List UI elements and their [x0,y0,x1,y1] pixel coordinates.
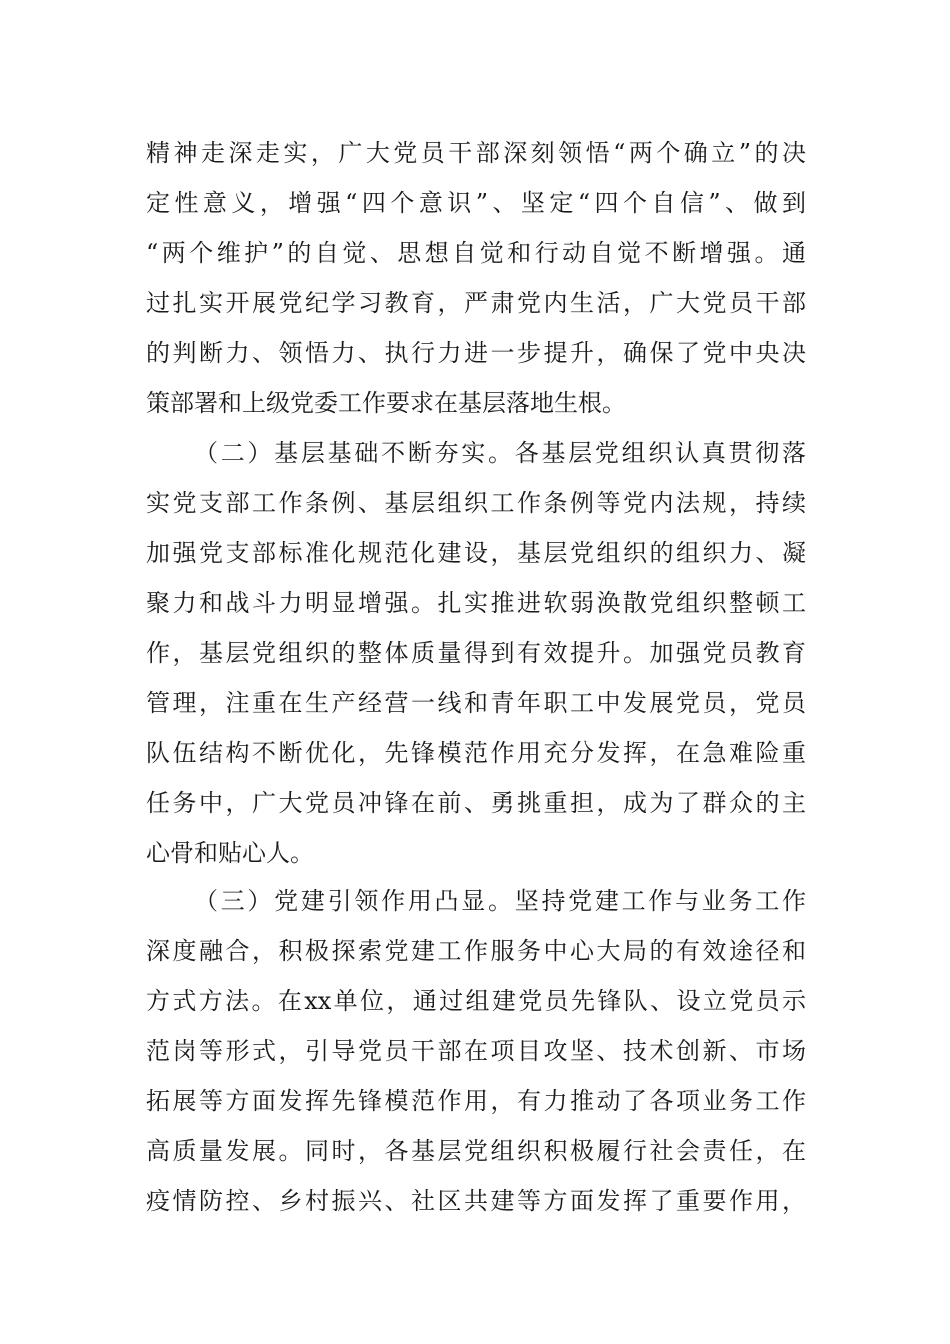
text-line: 加强党支部标准化规范化建设，基层党组织的组织力、凝 [146,539,806,567]
text-line: 拓展等方面发挥先锋模范作用，有力推动了各项业务工作 [146,1087,806,1115]
text-line: 定性意义，增强“四个意识”、坚定“四个自信”、做到 [146,189,806,217]
text-line: 心骨和贴心人。 [146,839,314,867]
paragraph-heading-2: （二）基层基础不断夯实。各基层党组织认真贯彻落 [194,439,806,467]
text-line: 任务中，广大党员冲锋在前、勇挑重担，成为了群众的主 [146,789,806,817]
text-line: 队伍结构不断优化，先锋模范作用充分发挥，在急难险重 [146,739,806,767]
text-line: 方式方法。在xx单位，通过组建党员先锋队、设立党员示 [146,987,806,1015]
text-line: 深度融合，积极探索党建工作服务中心大局的有效途径和 [146,937,806,965]
text-line: “两个维护”的自觉、思想自觉和行动自觉不断增强。通 [146,239,806,267]
text-line: 策部署和上级党委工作要求在基层落地生根。 [146,389,626,417]
text-line: 疫情防控、乡村振兴、社区共建等方面发挥了重要作用， [146,1187,806,1215]
text-line: 管理，注重在生产经营一线和青年职工中发展党员，党员 [146,689,806,717]
text-line: 聚力和战斗力明显增强。扎实推进软弱涣散党组织整顿工 [146,589,806,617]
text-line: 精神走深走实，广大党员干部深刻领悟“两个确立”的决 [146,139,806,167]
text-line: 实党支部工作条例、基层组织工作条例等党内法规，持续 [146,489,806,517]
text-line: 范岗等形式，引导党员干部在项目攻坚、技术创新、市场 [146,1037,806,1065]
text-line: 作，基层党组织的整体质量得到有效提升。加强党员教育 [146,639,806,667]
paragraph-heading-3: （三）党建引领作用凸显。坚持党建工作与业务工作 [194,887,806,915]
text-line: 过扎实开展党纪学习教育，严肃党内生活，广大党员干部 [146,289,806,317]
text-line: 高质量发展。同时，各基层党组织积极履行社会责任，在 [146,1137,806,1165]
text-line: 的判断力、领悟力、执行力进一步提升，确保了党中央决 [146,339,806,367]
